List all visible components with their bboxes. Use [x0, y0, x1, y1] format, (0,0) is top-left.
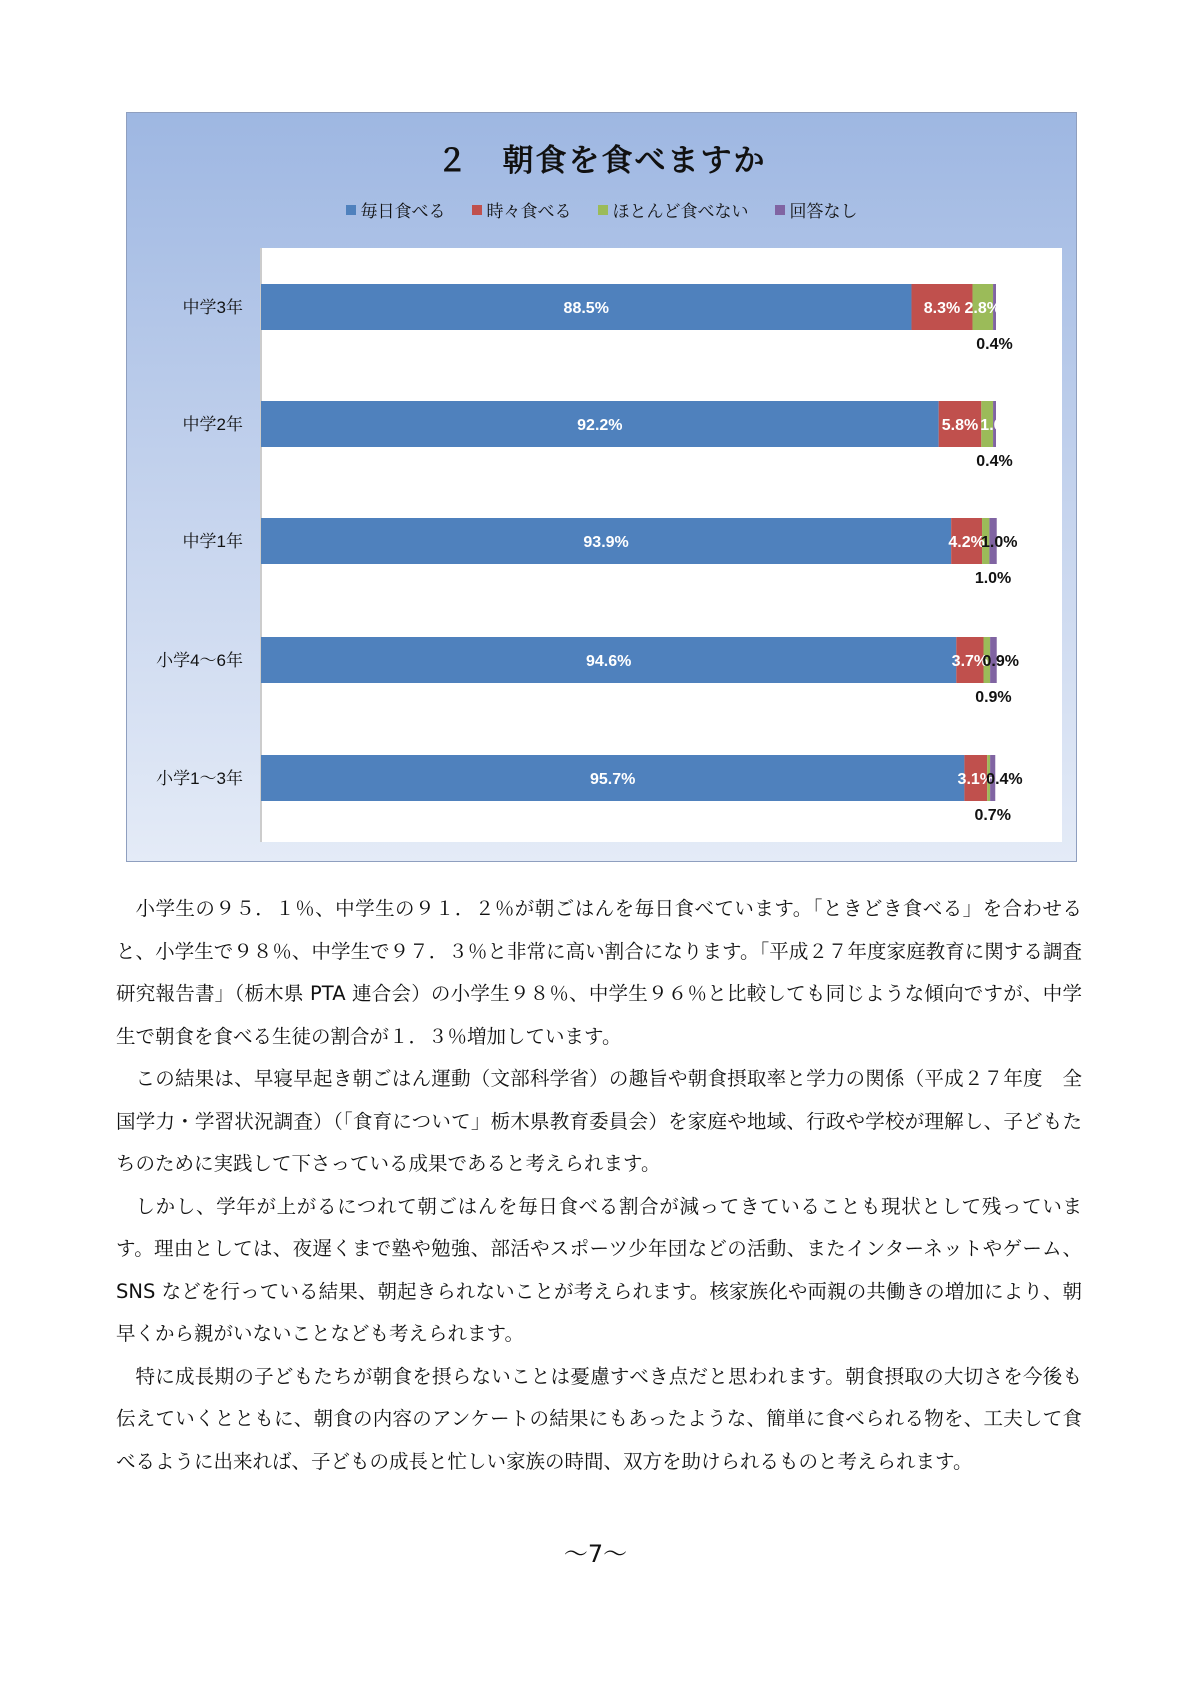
- data-label-daily: 88.5%: [563, 300, 609, 317]
- legend-label-rarely: ほとんど食べない: [612, 202, 749, 222]
- body-paragraph-2: この結果は、早寝早起き朝ごはん運動（文部科学省）の趣旨や朝食摂取率と学力の関係（平成２７年度 全国学力・学習状況調査）（「食育について」栃木県教育委員会）を家庭や地域、行政や学校が理解し、子どもたちのために実践して下さっている成果であると考えられます。: [116, 1067, 1082, 1175]
- category-label: 中学2年: [182, 415, 243, 434]
- data-label-sometimes: 3.1%: [957, 771, 995, 788]
- data-label-rarely: 0.9%: [982, 653, 1019, 670]
- legend-label-sometimes: 時々食べる: [486, 202, 572, 222]
- data-label-rarely: 0.4%: [986, 771, 1023, 788]
- data-label-sometimes: 8.3%: [923, 300, 961, 317]
- body-paragraph-1: 小学生の９５．１％、中学生の９１．２％が朝ごはんを毎日食べています。「ときどき食べる」を合わせると、小学生で９８％、中学生で９７．３％と非常に高い割合になります。「平成２７年度家庭教育に関する調査研究報告書」（栃木県 PTA 連合会）の小学生９８％、中学生９６％と比較しても同じような傾向ですが、中学生で朝食を食べる生徒の割合が１．３％増加しています。: [116, 897, 1082, 1048]
- data-label-no-answer: 0.7%: [974, 807, 1011, 824]
- category-label: 小学4～6年: [156, 651, 243, 670]
- data-label-rarely: 1.0%: [981, 534, 1018, 551]
- data-label-daily: 92.2%: [577, 417, 623, 434]
- chart-title: ２ 朝食を食べますか: [436, 143, 767, 179]
- data-label-sometimes: 3.7%: [951, 653, 989, 670]
- category-label: 中学3年: [182, 298, 243, 317]
- legend-label-no-answer: 回答なし: [789, 202, 858, 222]
- data-label-daily: 93.9%: [583, 534, 629, 551]
- data-label-no-answer: 0.4%: [976, 453, 1013, 470]
- data-label-no-answer: 0.9%: [975, 689, 1012, 706]
- legend-label-daily: 毎日食べる: [360, 202, 446, 222]
- data-label-daily: 95.7%: [590, 771, 636, 788]
- body-paragraph-3: しかし、学年が上がるにつれて朝ごはんを毎日食べる割合が減ってきていることも現状として残っています。理由としては、夜遅くまで塾や勉強、部活やスポーツ少年団などの活動、またインターネットやゲーム、SNS などを行っている結果、朝起きられないことが考えられます。核家族化や両親の共働きの増加により、朝早くから親がいないことなども考えられます。: [116, 1194, 1082, 1345]
- category-label: 小学1～3年: [156, 769, 243, 788]
- body-paragraph-4: 特に成長期の子どもたちが朝食を摂らないことは憂慮すべき点だと思われます。朝食摂取の大切さを今後も伝えていくとともに、朝食の内容のアンケートの結果にもあったような、簡単に食べられる物を、工夫して食べるように出来れば、子どもの成長と忙しい家族の時間、双方を助けられるものと考えられます。: [116, 1364, 1082, 1473]
- data-label-rarely: 1.6%: [980, 417, 1017, 434]
- data-label-rarely: 2.8%: [964, 300, 1002, 317]
- data-label-no-answer: 1.0%: [974, 570, 1012, 587]
- data-label-sometimes: 5.8%: [941, 417, 979, 434]
- data-label-sometimes: 4.2%: [948, 534, 985, 551]
- data-label-no-answer: 0.4%: [976, 336, 1013, 353]
- body-text: [116, 888, 1082, 1483]
- page-number: ～7～: [563, 1540, 628, 1568]
- data-label-daily: 94.6%: [585, 653, 632, 670]
- category-label: 中学1年: [182, 532, 243, 551]
